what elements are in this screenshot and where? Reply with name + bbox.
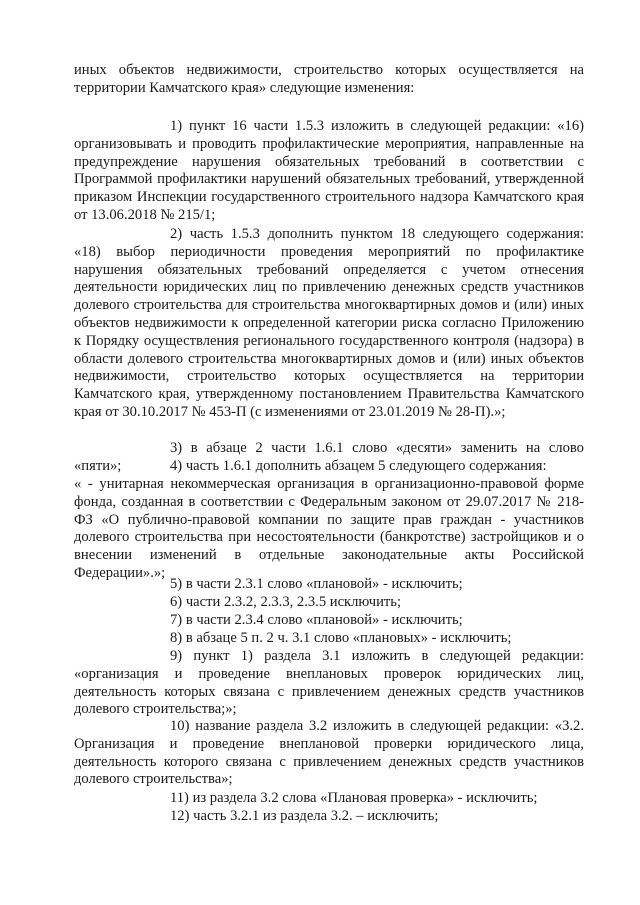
list-item-1 [74,118,584,225]
list-item-number: 5) [170,576,183,592]
list-item-number: 4) [170,458,183,474]
list-item-text: части 2.3.2, 2.3.3, 2.3.5 исключить; [185,594,402,610]
list-item-text: в абзаце 2 части 1.6.1 слово «десяти» заменить на слово «пяти»; [74,440,584,474]
list-item-number: 2) [170,226,183,242]
list-item-text: часть 1.5.3 дополнить пунктом 18 следующего содержания: «18) выбор периодичности проведения мероприятий по профилактике нарушения обязательных требований определяется с учетом отнесения деятельности юридических лиц по привлечению денежных средств участников долевого строительства для строительства многоквартирных домов и (или) иных объектов недвижимости к определенной категории риска согласно Приложению к Порядку осуществления регионального государственного контроля (надзора) в области долевого строительства многоквартирных домов и (или) иных объектов недвижимости, строительство которых осуществляется на территории Камчатского края, утвержденному постановлением Правительства Камчатского края от 30.10.2017 № 453-П (с изменениями от 23.01.2019 № 28-П).»; [74,226,584,420]
list-item-text: в абзаце 5 п. 2 ч. 3.1 слово «плановых» - исключить; [185,630,512,646]
list-item-number: 12) [170,808,190,824]
list-item-text: в части 2.3.1 слово «плановой» - исключить; [185,576,463,592]
quoted-paragraph [74,476,584,583]
list-item-text: в части 2.3.4 слово «плановой» - исключить; [185,612,463,628]
quoted-paragraph-text: « - унитарная некоммерческая организация в организационно-правовой форме фонда, созданная в соответствии с Федеральным законом от 29.07.2017 № 218-ФЗ «О публично-правовой компании по защите прав граждан - участников долевого строительства при несостоятельности (банкротстве) застройщиков и о внесении изменений в отдельные законодательные акты Российской Федерации».»; [74,476,584,581]
list-item-10 [74,718,584,789]
list-item-number: 7) [170,612,183,628]
list-item-9 [74,648,584,719]
list-item-text: пункт 16 части 1.5.3 изложить в следующей редакции: «16) организовывать и проводить профилактические мероприятия, направленные на предупреждение нарушения обязательных требований в соответствии с Программой профилактики нарушений обязательных требований, утвержденной приказом Инспекции государственного строительного надзора Камчатского края от 13.06.2018 № 215/1; [74,118,584,223]
list-item-2 [74,226,584,422]
list-item-text: пункт 1) раздела 3.1 изложить в следующей редакции: «организация и проведение внеплановых проверок юридических лиц, деятельность которых связана с привлечением денежных средств участников долевого строительства;»; [74,648,584,718]
list-item-text: название раздела 3.2 изложить в следующей редакции: «3.2. Организация и проведение внеплановой проверки юридического лица, деятельность которого связана с привлечением денежных средств участников долевого строительства»; [74,718,584,788]
list-item-number: 9) [170,648,183,664]
list-item-text: часть 1.6.1 дополнить абзацем 5 следующего содержания: [185,458,547,474]
list-item-text: из раздела 3.2 слова «Плановая проверка» - исключить; [192,790,538,806]
intro-paragraph: иных объектов недвижимости, строительство которых осуществляется на территории Камчатского края» следующие изменения: [74,62,584,96]
list-item-8 [74,630,584,648]
list-item-12 [74,808,584,826]
list-item-7 [74,612,584,630]
list-item-number: 8) [170,630,183,646]
list-item-text: часть 3.2.1 из раздела 3.2. – исключить; [193,808,439,824]
list-item-number: 10) [170,718,190,734]
list-item-5 [74,576,584,594]
list-item-number: 3) [170,440,183,456]
list-item-6 [74,594,584,612]
list-item-11 [74,790,584,808]
list-item-number: 6) [170,594,183,610]
list-item-number: 1) [170,118,183,134]
list-item-number: 11) [170,790,189,806]
list-item-4 [74,458,584,476]
